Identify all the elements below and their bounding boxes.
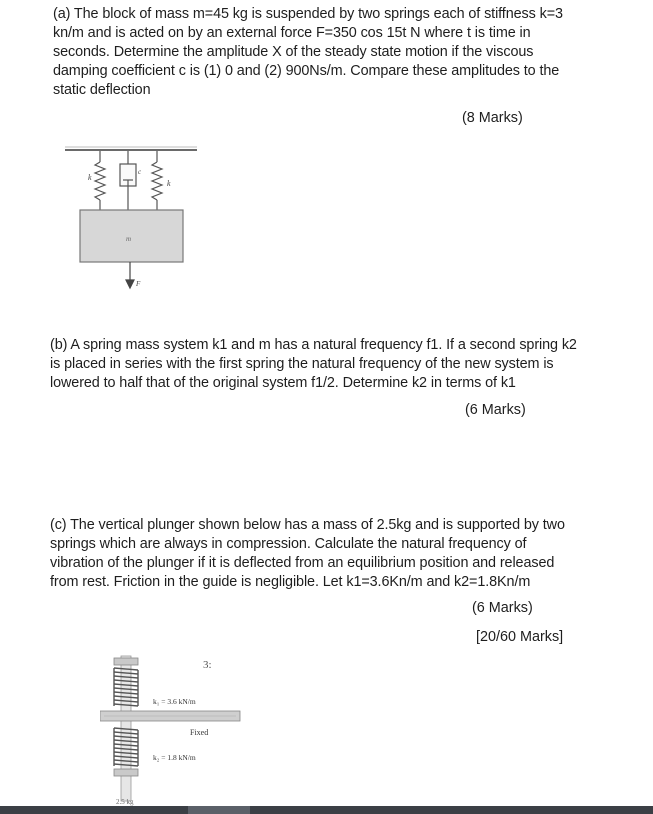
force-arrow — [126, 262, 134, 288]
mass-label-c: 2.5 kg — [116, 798, 134, 806]
question-c-text — [50, 516, 625, 592]
question-c-line: (c) The vertical plunger shown below has a mass of 2.5kg and is supported by two — [50, 517, 565, 533]
mass-block — [80, 210, 183, 262]
k1-label: k₁ = 3.6 kN/m — [153, 697, 196, 706]
question-c-marks: (6 Marks) — [472, 600, 533, 616]
damper-label: c — [138, 168, 142, 176]
damper — [120, 151, 136, 210]
spring-label-left: k — [88, 173, 92, 182]
figure-a-spring-mass-damper — [60, 142, 205, 302]
question-a-line: (a) The block of mass m=45 kg is suspended by two springs each of stiffness k=3 — [53, 6, 563, 22]
spring-label-right: k — [167, 179, 171, 188]
figure-c-plunger — [100, 648, 245, 808]
bottom-bar-segment — [188, 806, 250, 814]
question-b-line: is placed in series with the first spring the natural frequency of the new system is — [50, 356, 554, 372]
question-a-text — [53, 5, 623, 100]
question-b-text — [50, 336, 625, 393]
question-b-line: (b) A spring mass system k1 and m has a natural frequency f1. If a second spring k2 — [50, 337, 577, 353]
question-b-marks: (6 Marks) — [465, 402, 526, 418]
total-marks: [20/60 Marks] — [476, 629, 564, 645]
top-cap — [114, 658, 138, 665]
question-a-line: kn/m and is acted on by an external force F=350 cos 15t N where t is time in — [53, 25, 531, 41]
question-c-line: springs which are always in compression. Calculate the natural frequency of — [50, 536, 527, 552]
question-c-line: from rest. Friction in the guide is negligible. Let k1=3.6Kn/m and k2=1.8Kn/m — [50, 574, 531, 590]
question-c-line: vibration of the plunger if it is deflected from an equilibrium position and released — [50, 555, 555, 571]
bottom-cap — [114, 769, 138, 776]
right-spring — [152, 151, 162, 210]
corner-mark: 3: — [203, 659, 212, 671]
question-a-line: seconds. Determine the amplitude X of the steady state motion if the viscous — [53, 44, 534, 60]
mass-label: m — [126, 235, 132, 243]
question-a-marks: (8 Marks) — [462, 110, 523, 126]
question-b-line: lowered to half that of the original system f1/2. Determine k2 in terms of k1 — [50, 375, 516, 391]
bottom-bar — [0, 806, 653, 814]
k2-label: k₂ = 1.8 kN/m — [153, 753, 196, 762]
question-a-line: static deflection — [53, 82, 151, 98]
left-spring — [95, 151, 105, 210]
fixed-label: Fixed — [190, 728, 209, 737]
question-a-line: damping coefficient c is (1) 0 and (2) 900Ns/m. Compare these amplitudes to the — [53, 63, 560, 79]
force-label: F — [136, 280, 141, 288]
